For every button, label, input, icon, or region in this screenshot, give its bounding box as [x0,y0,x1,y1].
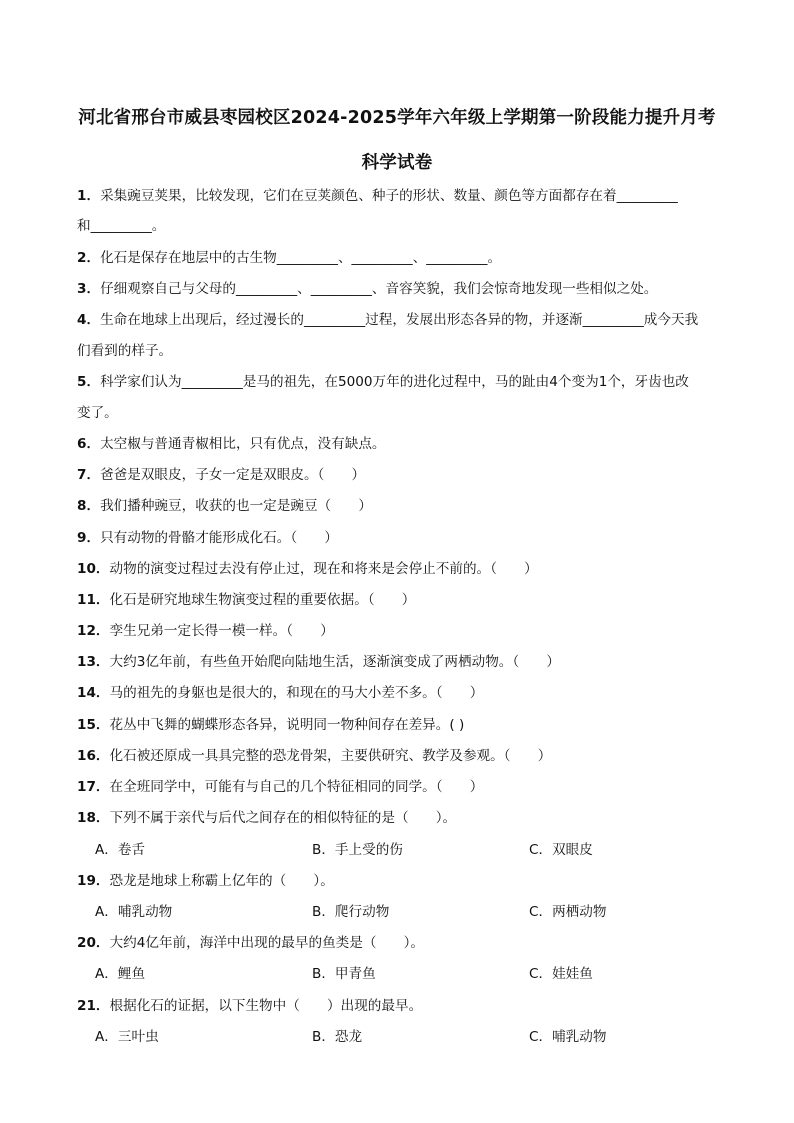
question-8 [77,497,372,515]
question-text: 孪生兄弟一定长得一模一样。（ ） [109,623,334,639]
option-c: C．两栖动物 [529,904,607,920]
question-number: 3． [77,281,101,297]
question-text: 动物的演变过程过去没有停止过，现在和将来是会停止不前的。（ ） [109,561,538,577]
question-1-continued: 和_________。 [77,218,166,234]
question-text: 只有动物的骨骼才能形成化石。（ ） [100,530,338,546]
question-text: 化石被还原成一具具完整的恐龙骨架，主要供研究、教学及参观。（ ） [109,748,552,764]
question-number: 7． [77,467,101,483]
option-a: A．鲤鱼 [95,966,146,982]
option-b: B．甲青鱼 [312,966,376,982]
question-number: 11． [77,592,110,608]
question-5 [77,373,689,391]
option-b: B．手上受的伤 [312,842,403,858]
question-text: 我们播种豌豆，收获的也一定是豌豆（ ） [100,498,372,514]
question-14 [77,684,483,702]
option-b: B．恐龙 [312,1029,363,1045]
question-text: 在全班同学中，可能有与自己的几个特征相同的同学。（ ） [109,779,484,795]
question-6 [77,435,386,453]
exam-subtitle: 科学试卷 [361,153,433,173]
option-a: A．三叶虫 [95,1029,159,1045]
question-4 [77,311,698,329]
question-20 [77,934,424,952]
question-text: 科学家们认为_________是马的祖先，在5000万年的进化过程中，马的趾由4个变为1个，牙齿也改 [100,374,689,390]
question-17 [77,778,483,796]
option-c: C．双眼皮 [529,842,593,858]
question-text: 太空椒与普通青椒相比，只有优点，没有缺点。 [100,436,386,452]
question-number: 5． [77,374,101,390]
question-number: 14． [77,685,110,701]
option-b: B．爬行动物 [312,904,390,920]
question-16 [77,747,551,765]
question-number: 4． [77,312,101,328]
question-21 [77,997,422,1015]
question-text: 大约3亿年前，有些鱼开始爬向陆地生活，逐渐演变成了两栖动物。（ ） [109,654,560,670]
question-number: 6． [77,436,101,452]
question-number: 20． [77,935,110,951]
question-number: 2． [77,250,101,266]
question-text: 花丛中飞舞的蝴蝶形态各异，说明同一物种间存在差异。( ) [109,717,465,733]
question-4-continued: 们看到的样子。 [77,343,173,359]
question-text: 仔细观察自己与父母的_________、_________、音容笑貌，我们会惊奇地发现一些相似之处。 [100,281,658,297]
question-9 [77,529,338,547]
question-11 [77,591,415,609]
question-19 [77,872,334,890]
question-number: 18． [77,810,110,826]
question-number: 9． [77,530,101,546]
question-10 [77,560,538,578]
question-text: 生命在地球上出现后，经过漫长的_________过程，发展出形态各异的物，并逐渐_________成今天我 [100,312,699,328]
option-c: C．娃娃鱼 [529,966,593,982]
question-12 [77,622,334,640]
question-7 [77,466,365,484]
question-number: 10． [77,561,110,577]
question-text: 大约4亿年前，海洋中出现的最早的鱼类是（ ）。 [109,935,425,951]
question-number: 19． [77,873,110,889]
question-number: 17． [77,779,110,795]
question-text: 化石是研究地球生物演变过程的重要依据。（ ） [109,592,416,608]
question-number: 15． [77,717,110,733]
question-2 [77,249,501,267]
question-text: 马的祖先的身躯也是很大的，和现在的马大小差不多。（ ） [109,685,484,701]
exam-title: 河北省邢台市威县枣园校区2024-2025学年六年级上学期第一阶段能力提升月考 [78,108,716,128]
question-1 [77,187,678,205]
question-text: 化石是保存在地层中的古生物_________、_________、_________。 [100,250,502,266]
option-c: C．哺乳动物 [529,1029,607,1045]
question-3 [77,280,657,298]
question-5-continued: 变了。 [77,405,118,421]
question-18 [77,809,456,827]
option-a: A．卷舌 [95,842,146,858]
question-number: 8． [77,498,101,514]
question-13 [77,653,560,671]
question-text: 恐龙是地球上称霸上亿年的（ ）。 [109,873,334,889]
question-number: 16． [77,748,110,764]
option-a: A．哺乳动物 [95,904,173,920]
question-text: 爸爸是双眼皮，子女一定是双眼皮。（ ） [100,467,366,483]
question-number: 21． [77,998,110,1014]
question-text: 下列不属于亲代与后代之间存在的相似特征的是（ ）。 [109,810,457,826]
question-number: 1． [77,188,101,204]
question-number: 13． [77,654,110,670]
question-15 [77,716,464,734]
question-number: 12． [77,623,110,639]
question-text: 采集豌豆荚果，比较发现，它们在豆荚颜色、种子的形状、数量、颜色等方面都存在着_________ [100,188,678,204]
question-text: 根据化石的证据，以下生物中（ ）出现的最早。 [109,998,423,1014]
